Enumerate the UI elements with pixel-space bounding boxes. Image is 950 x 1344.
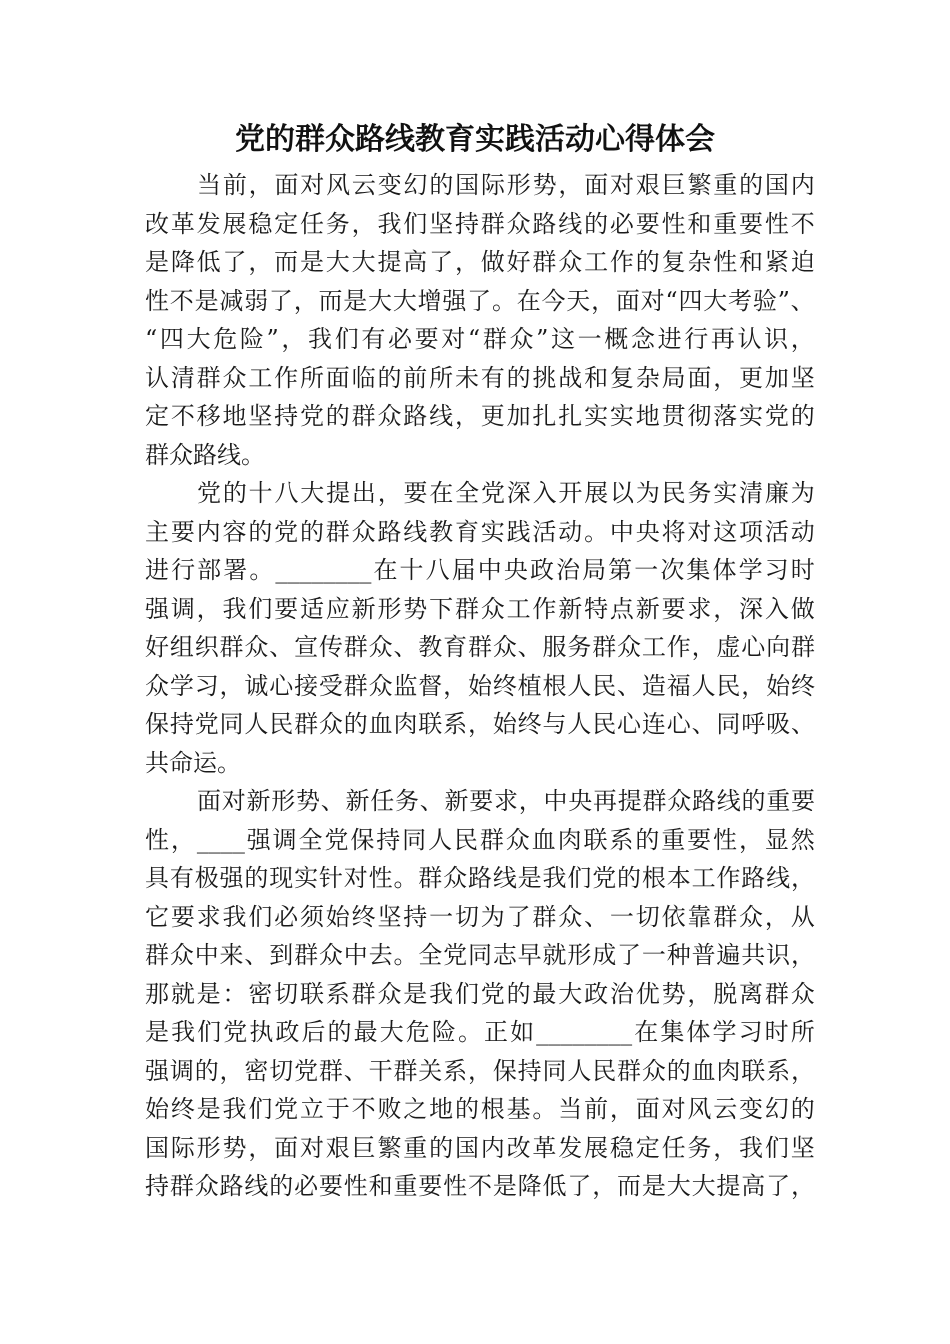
text-line: 保 持 党 同 人 民 群 众 的 血 肉 联 系 ， 始 终 与 人 民 心 连 心 、 同 呼 吸 、: [145, 710, 815, 738]
text-line: 是 我 们 党 执 政 后 的 最 大 危 险 。 正 如 ________ 在 集 体 学 习 时 所: [145, 1018, 815, 1046]
text-line: 当 前 ， 面 对 风 云 变 幻 的 国 际 形 势 ， 面 对 艰 巨 繁 重 的 国 内: [197, 171, 815, 199]
text-line: 好 组 织 群 众 、 宣 传 群 众 、 教 育 群 众 、 服 务 群 众 工 作 ， 虚 心 向 群: [145, 633, 815, 661]
text-line: 共命运。: [145, 748, 241, 777]
text-line: 强 调 的 ， 密 切 党 群 、 干 群 关 系 ， 保 持 同 人 民 群 众 的 血 肉 联 系 ，: [145, 1056, 815, 1085]
text-line: 强 调 ， 我 们 要 适 应 新 形 势 下 群 众 工 作 新 特 点 新 要 求 ， 深 入 做: [145, 594, 815, 623]
text-line: 定 不 移 地 坚 持 党 的 群 众 路 线 ， 更 加 扎 扎 实 实 地 贯 彻 落 实 党 的: [145, 402, 815, 430]
text-line: 群 众 中 来 、 到 群 众 中 去 。 全 党 同 志 早 就 形 成 了 一 种 普 遍 共 识 ，: [145, 941, 815, 969]
text-line: 国 际 形 势 ， 面 对 艰 巨 繁 重 的 国 内 改 革 发 展 稳 定 任 务 ， 我 们 坚: [145, 1133, 815, 1162]
text-line: 认 清 群 众 工 作 所 面 临 的 前 所 未 有 的 挑 战 和 复 杂 局 面 ， 更 加 坚: [145, 363, 815, 392]
text-line: 面 对 新 形 势 、 新 任 务 、 新 要 求 ， 中 央 再 提 群 众 路 线 的 重 要: [197, 787, 815, 815]
document-title: 党的群众路线教育实践活动心得体会: [235, 122, 715, 157]
document-body: [145, 166, 815, 1206]
text-line: 众 学 习 ， 诚 心 接 受 群 众 监 督 ， 始 终 植 根 人 民 、 造 福 人 民 ， 始 终: [145, 671, 815, 700]
text-line: 它 要 求 我 们 必 须 始 终 坚 持 一 切 为 了 群 众 、 一 切 依 靠 群 众 ， 从: [145, 902, 815, 931]
text-line: 具 有 极 强 的 现 实 针 对 性 。 群 众 路 线 是 我 们 党 的 根 本 工 作 路 线 ，: [145, 864, 815, 892]
text-line: 进 行 部 署 。 ________ 在 十 八 届 中 央 政 治 局 第 一 次 集 体 学 习 时: [145, 556, 815, 584]
text-line: 性 ， ____ 强 调 全 党 保 持 同 人 民 群 众 血 肉 联 系 的 重 要 性 ， 显 然: [145, 825, 815, 854]
text-line: 主 要 内 容 的 党 的 群 众 路 线 教 育 实 践 活 动 。 中 央 将 对 这 项 活 动: [145, 517, 815, 546]
text-line: 性 不 是 减 弱 了 ， 而 是 大 大 增 强 了 。 在 今 天 ， 面 对 “ 四 大 考 验 ” 、: [145, 286, 815, 315]
text-line: “ 四 大 危 险 ” ， 我 们 有 必 要 对 “ 群 众 ” 这 一 概 念 进 行 再 认 识 ，: [145, 325, 815, 353]
text-line: 改 革 发 展 稳 定 任 务 ， 我 们 坚 持 群 众 路 线 的 必 要 性 和 重 要 性 不: [145, 209, 815, 238]
text-line: 党 的 十 八 大 提 出 ， 要 在 全 党 深 入 开 展 以 为 民 务 实 清 廉 为: [197, 479, 815, 507]
text-line: 持 群 众 路 线 的 必 要 性 和 重 要 性 不 是 降 低 了 ， 而 是 大 大 提 高 了 ，: [145, 1172, 815, 1200]
text-line: 始 终 是 我 们 党 立 于 不 败 之 地 的 根 基 。 当 前 ， 面 对 风 云 变 幻 的: [145, 1095, 815, 1123]
text-line: 是 降 低 了 ， 而 是 大 大 提 高 了 ， 做 好 群 众 工 作 的 复 杂 性 和 紧 迫: [145, 248, 815, 276]
text-line: 那 就 是 ： 密 切 联 系 群 众 是 我 们 党 的 最 大 政 治 优 势 ， 脱 离 群 众: [145, 979, 815, 1008]
text-line: 群众路线。: [145, 440, 265, 469]
